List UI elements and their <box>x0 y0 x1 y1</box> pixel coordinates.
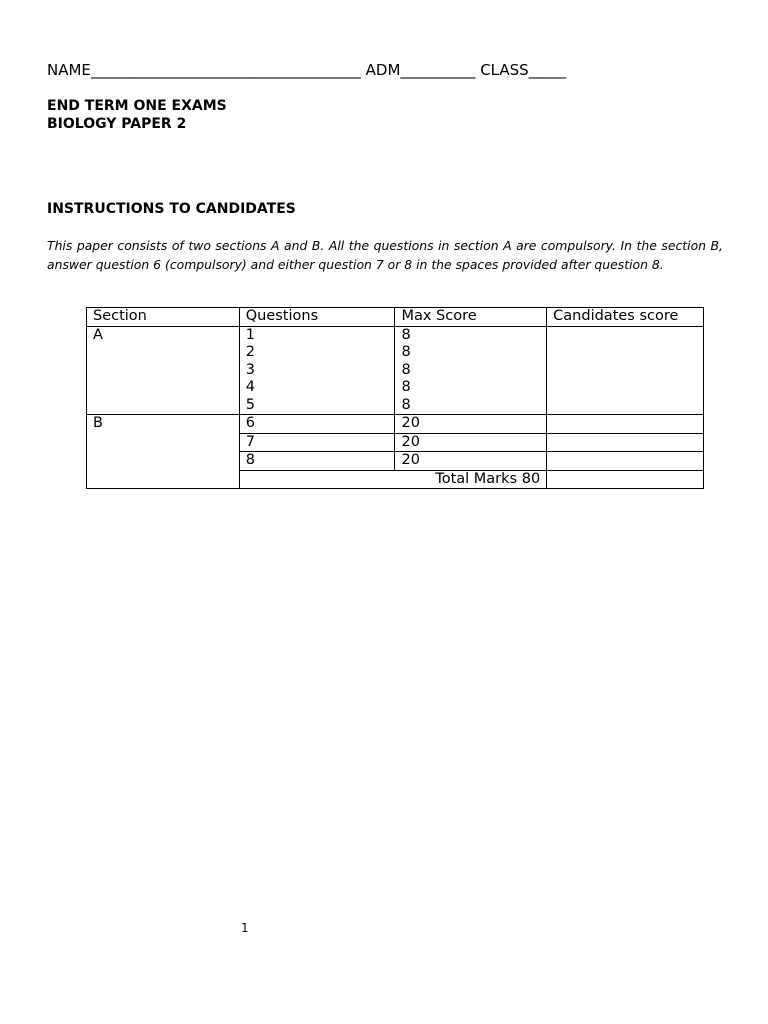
question-number: 4 <box>245 379 255 395</box>
section-a-label: A <box>87 326 240 415</box>
header-questions: Questions <box>239 308 395 327</box>
header-max-score: Max Score <box>395 308 547 327</box>
exam-title: END TERM ONE EXAMS <box>47 98 227 114</box>
max-score: 8 <box>401 396 411 413</box>
total-marks-cell <box>239 470 546 489</box>
max-score: 20 <box>395 452 547 471</box>
table-row-question-6 <box>87 415 704 434</box>
section-a-questions <box>239 326 395 415</box>
candidate-score-field[interactable] <box>547 433 704 452</box>
question-number: 7 <box>239 433 395 452</box>
paper-title: BIOLOGY PAPER 2 <box>47 116 187 132</box>
page-number: 1 <box>241 921 249 935</box>
table-header-row <box>87 308 704 327</box>
question-number: 6 <box>239 415 395 434</box>
table-row-section-a <box>87 326 704 415</box>
candidate-score-field[interactable] <box>547 415 704 434</box>
max-score: 8 <box>401 326 411 343</box>
score-table <box>86 307 704 489</box>
question-number: 8 <box>239 452 395 471</box>
header-section: Section <box>87 308 240 327</box>
candidate-score-field[interactable] <box>547 452 704 471</box>
max-score: 20 <box>395 433 547 452</box>
header-candidates-score: Candidates score <box>547 308 704 327</box>
student-details-line: NAME____________________________________ ADM__________ CLASS_____ <box>47 61 567 79</box>
instructions-text: This paper consists of two sections A and B. All the questions in section A are compulsory. In the section B, answer question 6 (compulsory) and either question 7 or 8 in the spaces provided after question 8. <box>47 238 723 272</box>
instructions-heading: INSTRUCTIONS TO CANDIDATES <box>47 201 296 217</box>
max-score: 20 <box>395 415 547 434</box>
section-a-candidate-score-field[interactable] <box>547 326 704 415</box>
total-marks-label: Total Marks <box>435 470 518 487</box>
max-score: 8 <box>401 361 411 378</box>
exam-title-block <box>47 97 227 133</box>
question-number: 5 <box>245 396 255 413</box>
question-number: 1 <box>245 326 255 343</box>
total-marks-value: 80 <box>521 470 541 487</box>
total-candidate-score-field[interactable] <box>547 470 704 489</box>
question-number: 3 <box>245 361 255 378</box>
section-b-label: B <box>87 415 240 489</box>
question-number: 2 <box>245 344 255 360</box>
max-score: 8 <box>401 379 411 395</box>
section-a-max-scores <box>395 326 547 415</box>
max-score: 8 <box>401 344 411 360</box>
